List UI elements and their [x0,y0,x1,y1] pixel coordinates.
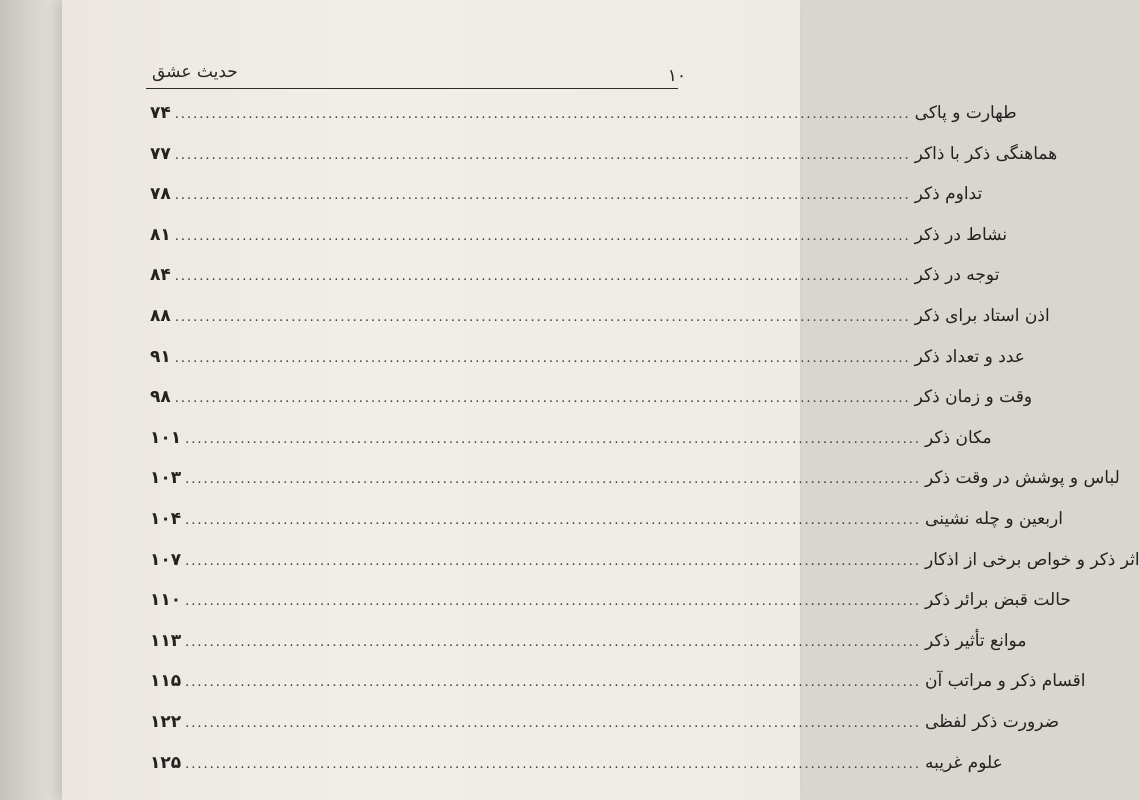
dot-leader: ........................................................................................................................ [185,756,922,772]
toc-page-number: ۸۸ [150,305,171,326]
toc-title: هماهنگی ذکر با ذاکر [914,143,1058,164]
toc-title: علوم غریبه [925,752,1003,773]
dot-leader: ........................................................................................................................ [174,269,911,285]
toc-entry [150,671,1086,712]
toc-entry [150,387,1033,428]
toc-page-number: ۸۱ [150,224,171,245]
toc-entry [150,143,1058,185]
toc-page-number: ۸۴ [150,265,171,286]
toc-page-number: ۱۰۱ [150,427,182,448]
toc-entry [150,752,1003,794]
toc-entry [150,590,1071,631]
dot-leader: ........................................................................................................................ [174,107,911,122]
toc-title: اثر ذکر و خواص برخی از اذکار [925,549,1140,570]
toc-entry [150,265,1000,306]
toc-page-number: ۱۰۴ [150,508,182,529]
toc-page-number: ۱۱۵ [150,671,182,692]
toc-entry [150,508,1063,550]
toc-page-number: ۱۰۷ [150,549,182,570]
toc-title: نشاط در ذکر [914,224,1008,245]
dot-leader: ........................................................................................................................ [185,634,922,650]
toc-title: عدد و تعداد ذکر [914,346,1025,367]
dot-leader: ........................................................................................................................ [174,228,911,244]
toc-entry [150,305,1050,347]
dot-leader: ........................................................................................................................ [174,309,911,325]
toc-entry [150,224,1008,266]
header-rule [146,88,678,89]
toc-entry [150,468,1120,509]
toc-page-number: ۷۸ [150,184,171,205]
dot-leader: ........................................................................................................................ [185,594,922,610]
dot-leader: ........................................................................................................................ [185,553,922,569]
toc-title: طهارت و پاکی [914,103,1017,123]
toc-entry [150,549,1140,591]
dot-leader: ........................................................................................................................ [174,391,911,407]
dot-leader: ........................................................................................................................ [185,472,922,488]
toc-title: اقسام ذکر و مراتب آن [925,671,1086,692]
toc-entry [150,427,992,469]
toc-title: حالت قبض برائر ذکر [925,590,1071,611]
dot-leader: ........................................................................................................................ [185,512,922,528]
book-title: حدیث عشق [152,62,238,82]
toc-page-number: ۱۱۳ [150,630,182,651]
toc-title: ضرورت ذکر لفظی [925,711,1060,732]
toc-page-number: ۹۸ [150,387,171,408]
toc-page-number: ۱۲۲ [150,711,182,732]
toc-title: اذن استاد برای ذکر [914,305,1050,326]
toc-title: موانع تأثیر ذکر [925,630,1027,651]
toc-entry [150,630,1027,672]
toc-page-number: ۱۱۰ [150,590,182,611]
toc-entry [150,103,1017,144]
toc-title: تداوم ذکر [914,184,983,205]
toc-title: اربعین و چله نشینی [925,508,1063,529]
book-gutter [0,0,70,800]
toc-page-number: ۱۰۳ [150,468,182,489]
dot-leader: ........................................................................................................................ [185,715,922,731]
dot-leader: ........................................................................................................................ [185,675,922,691]
toc-entry [150,346,1025,388]
toc-title: مکان ذکر [925,427,992,448]
toc-title: لباس و پوشش در وقت ذکر [925,468,1120,489]
toc-title: وقت و زمان ذکر [914,387,1033,408]
toc-page-number: ۹۱ [150,346,171,367]
dot-leader: ........................................................................................................................ [174,188,911,204]
dot-leader: ........................................................................................................................ [174,147,911,163]
page-number: ۱۰ [667,66,686,86]
toc-page-number: ۷۴ [150,103,171,123]
toc-title: توجه در ذکر [914,265,1000,286]
dot-leader: ........................................................................................................................ [185,431,922,447]
toc-page-number: ۷۷ [150,143,171,164]
dot-leader: ........................................................................................................................ [174,350,911,366]
toc-page-number: ۱۲۵ [150,752,182,773]
toc-entry [150,711,1060,753]
table-of-contents [150,103,1140,793]
toc-entry [150,184,983,225]
